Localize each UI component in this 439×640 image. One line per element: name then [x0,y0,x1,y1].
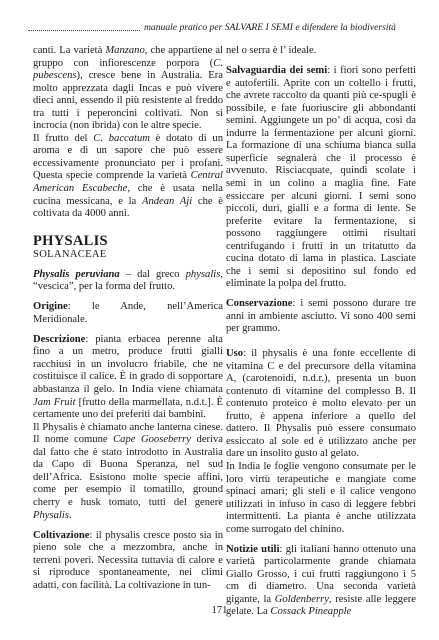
section-title: PHYSALIS [33,232,108,249]
seed-saving-paragraph: Salvaguardia dei semi: i fiori sono perfetti e autofertili. Aprite con un coltello i frutti, che avrete raccolto da quanti più ce-spugli è possibile, e fate fuoriuscire gli abbondanti semini. Aggiungete un po’ di acqua, così da indurre la fermentazione per alcuni giorni. La formazione di una schiuma bianca sulla superficie segnalerà che il processo è avvenuto. Risciacquate, quindi scolate i semi in un colino a maglia fine. Fate essiccare per alcuni giorni. I semi sono piccoli, duri, gialli e a forma di lente. Se preferite evitare la fermentazione, si possono raggiungere ottimi risultati centrifugando i frutti in un tritatutto da cucina dotato di lama in plastica. Lasciate che i semi si depositino sul fondo ed eliminate la polpa del frutto. [226,65,416,290]
description-paragraph: Descrizione: pianta erbacea perenne alta fino a un metro, produce frutti gialli racchiusi in un involucro friabile, che ne costituisce il calice. È in grado di sopportare abbastanza il gelo. In India viene chiamata Jam Fruit [frutto della marmellata, n.d.t.]. È certamente uno dei preferiti dai bambini. [33,333,223,421]
description-label: Descrizione [33,333,86,345]
origin-label: Origine [33,301,68,313]
left-column [33,45,223,592]
baccatum-paragraph: Il frutto del C. baccatum è dotato di un aroma e di un sapore che può essere eccessivamente pronunciato per i profani. Questa specie comprende la varietà Central American Escabeche, che è usata nella cucina messicana, e la Andean Aji che è coltivata da 4000 anni. [33,132,223,220]
running-title: manuale pratico per SALVARE I SEMI e difendere la biodiversità [144,22,396,33]
storage-paragraph: Conservazione: i semi possono durare tre anni in ambiente asciutto. Vi sono 400 semi per grammo. [226,298,416,335]
notes-label: Notizie utili [226,543,280,555]
page-number: 171 [211,605,228,616]
family-name: SOLANACEAE [33,248,107,260]
use-paragraph: Uso: il physalis è una fonte eccellente di vitamina C e del precursore della vitamina A, (carotenoidi, n.d.r.), presenta un buon contenuto di vitamine del complesso B. Il contenuto proteico è molto elevato per un frutto, è appena inferiore a quello del dattero. Il Physalis può essere consumato essiccato al sole ed è utilizzato anche per dare un insolito gusto al gelato. [226,348,416,460]
species-name: Physalis peruviana [33,268,120,280]
right-column [226,45,416,619]
seed-saving-label: Salvaguardia dei semi [226,65,328,77]
description-paragraph-2: Il Physalis è chiamato anche lanterna cinese. Il nome comune Cape Gooseberry deriva dal fatto che è stato introdotto in Australia da Capo di Buona Speranza, nel sud dell’Africa. Esistono molte specie affini, come per esempio il tomatillo, ground cherry e husk tomato, tutti del genere Physalis. [33,421,223,521]
use-paragraph-2: In India le foglie vengono consumate per le loro virtù terapeutiche e mangiate come spinaci amari; gli steli e il calice vengono utilizzati in infuso in caso di leggere febbri intermittenti. La pianta è anche utilizzata come surrogato del chinino. [226,460,416,535]
notes-paragraph: Notizie utili: gli italiani hanno ottenuto una varietà particolarmente grande chiamata Giallo Grosso, i cui frutti raggiungono i 5 cm di diametro. Una seconda varietà gigante, la Goldenberry, resiste alle leggere gelate. La Cossack Pineapple [226,543,416,618]
species-paragraph: Physalis peruviana – dal greco physalis, “vescica”, per la forma del frutto. [33,268,223,293]
header-leader-dots [28,23,140,31]
storage-label: Conservazione [226,298,293,310]
use-label: Uso [226,348,244,360]
cultivation-label: Coltivazione [33,529,90,541]
continuation-text: nel o serra è l’ ideale. [226,45,317,56]
intro-paragraph: canti. La varietà Manzano, che appartiene al gruppo con infiorescenze porpora (C. pubescens), cresce bene in Australia. Era molto apprezzata dagli Incas e può vivere dieci anni, essendo il più resistente al freddo tra tutti i peperoncini coltivati. Non si incrocia (non ibrida) con le altre specie. [33,45,223,132]
origin-paragraph: Origine: le Ande, nell’America Meridionale. [33,301,223,325]
cultivation-paragraph: Coltivazione: il physalis cresce posto sia in pieno sole che a mezzombra, anche in terreni poveri. Necessita tuttavia di calore e si riproduce spontaneamente, nei climi adatti, con facilità. La coltivazione in tun- [33,529,223,591]
running-header [28,22,418,33]
